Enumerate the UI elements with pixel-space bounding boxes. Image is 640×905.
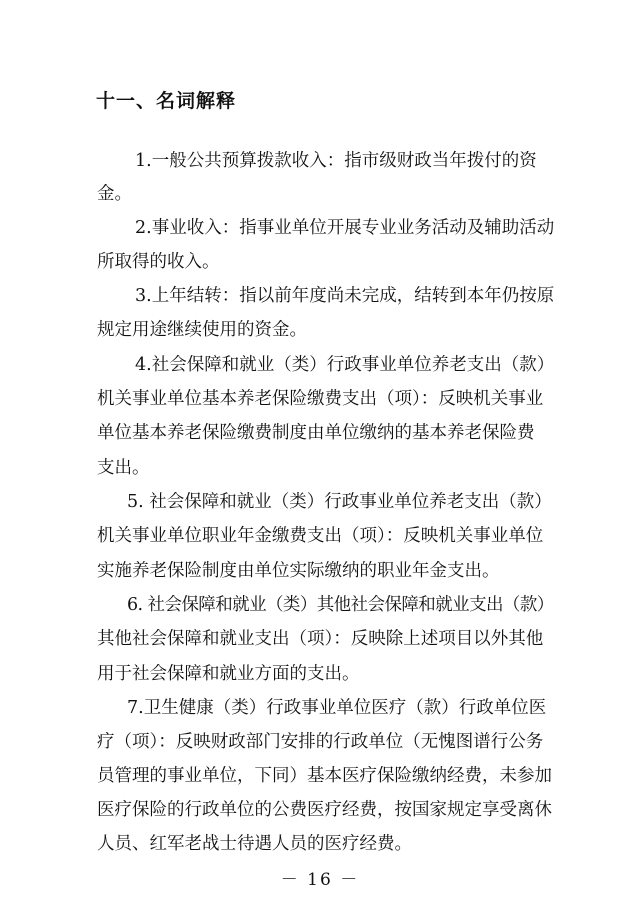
section-heading: 十一、名词解释 [96, 90, 237, 112]
paragraph-1-line-2: 金。 [97, 184, 132, 204]
paragraph-1-line-1: 1.一般公共预算拨款收入：指市级财政当年拨付的资 [135, 151, 537, 171]
paragraph-3-line-2: 规定用途继续使用的资金。 [97, 320, 307, 340]
paragraph-6-line-1: 6. 社会保障和就业（类）其他社会保障和就业支出（款） [127, 595, 554, 615]
paragraph-5-line-3: 实施养老保险制度由单位实际缴纳的职业年金支出。 [97, 561, 500, 581]
paragraph-4-line-3: 单位基本养老保险缴费制度由单位缴纳的基本养老保险费 [97, 423, 535, 443]
paragraph-5-line-1: 5. 社会保障和就业（类）行政事业单位养老支出（款） [127, 492, 552, 512]
paragraph-5-line-2: 机关事业单位职业年金缴费支出（项）：反映机关事业单位 [97, 526, 544, 546]
page-number: － 16 － [280, 870, 360, 890]
paragraph-2-line-2: 所取得的收入。 [97, 252, 220, 272]
paragraph-7-line-1: 7.卫生健康（类）行政事业单位医疗（款）行政单位医 [127, 698, 547, 718]
paragraph-4-line-1: 4.社会保障和就业（类）行政事业单位养老支出（款） [135, 355, 555, 375]
paragraph-7-line-3: 员管理的事业单位，下同）基本医疗保险缴纳经费，未参加 [97, 766, 552, 786]
paragraph-7-line-2: 疗（项）：反映财政部门安排的行政单位（无愧图谱行公务 [97, 732, 544, 752]
paragraph-2-line-1: 2.事业收入：指事业单位开展专业业务活动及辅助活动 [135, 218, 555, 238]
paragraph-6-line-3: 用于社会保障和就业方面的支出。 [97, 664, 360, 684]
paragraph-7-line-5: 人员、红军老战士待遇人员的医疗经费。 [97, 834, 412, 854]
paragraph-4-line-2: 机关事业单位基本养老保险缴费支出（项）：反映机关事业 [97, 389, 544, 409]
paragraph-7-line-4: 医疗保险的行政单位的公费医疗经费，按国家规定享受离休 [97, 800, 552, 820]
paragraph-3-line-1: 3.上年结转：指以前年度尚未完成，结转到本年仍按原 [135, 286, 555, 306]
paragraph-6-line-2: 其他社会保障和就业支出（项）：反映除上述项目以外其他 [97, 629, 544, 649]
paragraph-4-line-4: 支出。 [97, 458, 150, 478]
